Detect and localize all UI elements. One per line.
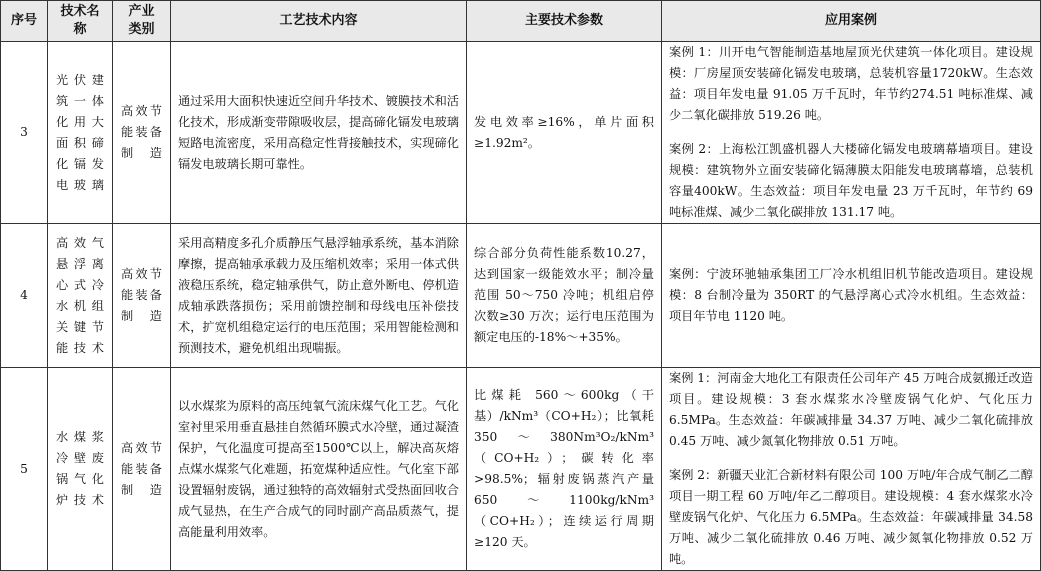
application-cases	[662, 42, 1041, 224]
header-name: 技术名称	[48, 1, 113, 42]
industry-category: 高效节能装备制造	[113, 224, 171, 368]
tech-params: 比煤耗 560～600kg（干基）/kNm³（CO+H₂）；比氧耗 350～380Nm³O₂/kNm³（CO+H₂）；碳转化率>98.5%；辐射废锅蒸汽产量 650～1100kg/kNm³（CO+H₂）；连续运行周期≥120 天。	[467, 368, 662, 571]
row-number: 4	[1, 224, 48, 368]
application-cases	[662, 368, 1041, 571]
case-item: 案例 2：新疆天业汇合新材料有限公司 100 万吨/年合成气制乙二醇项目一期工程 60 万吨/年乙二醇项目。建设规模：4 套水煤浆水冷壁废锅气化炉、气化压力 6.5MPa。生态效益：年碳减排量 34.58 万吨、减少二氧化硫排放 0.46 万吨、减少氮氧化物排放 0.52 万吨。	[669, 468, 1033, 566]
row-number: 5	[1, 368, 48, 571]
technology-name: 高效气悬浮离心式冷水机组关键节能技术	[48, 224, 113, 368]
tech-params: 综合部分负荷性能系数10.27，达到国家一级能效水平；制冷量范围 50～750 冷吨；机组启停次数≥30 万次；运行电压范围为额定电压的-18%～+35%。	[467, 224, 662, 368]
application-cases	[662, 224, 1041, 368]
header-content: 工艺技术内容	[171, 1, 467, 42]
case-item: 案例 2：上海松江凯盛机器人大楼碲化镉发电玻璃幕墙项目。建设规模：建筑物外立面安装碲化镉薄膜太阳能发电玻璃幕墙，总装机容量400kW。生态效益：项目年发电量 23 万千瓦时，年节约 69 吨标准煤、减少二氧化碳排放 131.17 吨。	[669, 142, 1033, 219]
process-content: 以水煤浆为原料的高压纯氧气流床煤气化工艺。气化室衬里采用垂直悬挂自然循环膜式水冷壁，通过凝渣保护，气化温度可提高至1500℃以上，解决高灰熔点煤水煤浆气化难题，拓宽煤种适应性。气化室下部设置辐射废锅，通过独特的高效辐射式受热面回收合成气显热，在生产合成气的同时副产高品质蒸气，提高能量利用效率。	[171, 368, 467, 571]
table-row	[1, 368, 1041, 571]
header-cases: 应用案例	[662, 1, 1041, 42]
header-no: 序号	[1, 1, 48, 42]
case-item: 案例 1：川开电气智能制造基地屋顶光伏建筑一体化项目。建设规模：厂房屋顶安装碲化镉发电玻璃，总装机容量1720kW。生态效益：项目年发电量 91.05 万千瓦时，年节约274.51 吨标准煤、减少二氧化碳排放 519.26 吨。	[669, 45, 1033, 122]
technology-name: 光伏建筑一体化用大面积碲化镉发电玻璃	[48, 42, 113, 224]
tech-params: 发电效率≥16%，单片面积≥1.92m²。	[467, 42, 662, 224]
header-params: 主要技术参数	[467, 1, 662, 42]
table-row	[1, 42, 1041, 224]
table-row	[1, 224, 1041, 368]
header-category: 产业类别	[113, 1, 171, 42]
case-item: 案例：宁波环驰轴承集团工厂冷水机组旧机节能改造项目。建设规模：8 台制冷量为 350RT 的气悬浮离心式冷水机组。生态效益：项目年节电 1120 吨。	[669, 267, 1033, 323]
industry-category: 高效节能装备制造	[113, 368, 171, 571]
case-item: 案例 1：河南金大地化工有限责任公司年产 45 万吨合成氨搬迁改造项目。建设规模：3 套水煤浆水冷壁废锅气化炉、气化压力 6.5MPa。生态效益：年碳减排量 34.37 万吨、减少二氧化硫排放 0.45 万吨、减少氮氧化物排放 0.51 万吨。	[669, 371, 1033, 448]
process-content: 通过采用大面积快速近空间升华技术、镀膜技术和活化技术，形成渐变带隙吸收层，提高碲化镉发电玻璃短路电流密度，采用高稳定性背接触技术，实现碲化镉发电玻璃长期可靠性。	[171, 42, 467, 224]
process-content: 采用高精度多孔介质静压气悬浮轴承系统，基本消除摩擦，提高轴承承载力及压缩机效率；采用一体式供液稳压系统，稳定轴承供气，防止意外断电、停机造成轴承跌落损伤；采用前馈控制和母线电压补偿技术，扩宽机组稳定运行的电压范围；采用智能检测和预测技术，避免机组出现喘振。	[171, 224, 467, 368]
table-header-row	[1, 1, 1041, 42]
row-number: 3	[1, 42, 48, 224]
industry-category: 高效节能装备制造	[113, 42, 171, 224]
technology-name: 水煤浆冷壁废锅气化炉技术	[48, 368, 113, 571]
